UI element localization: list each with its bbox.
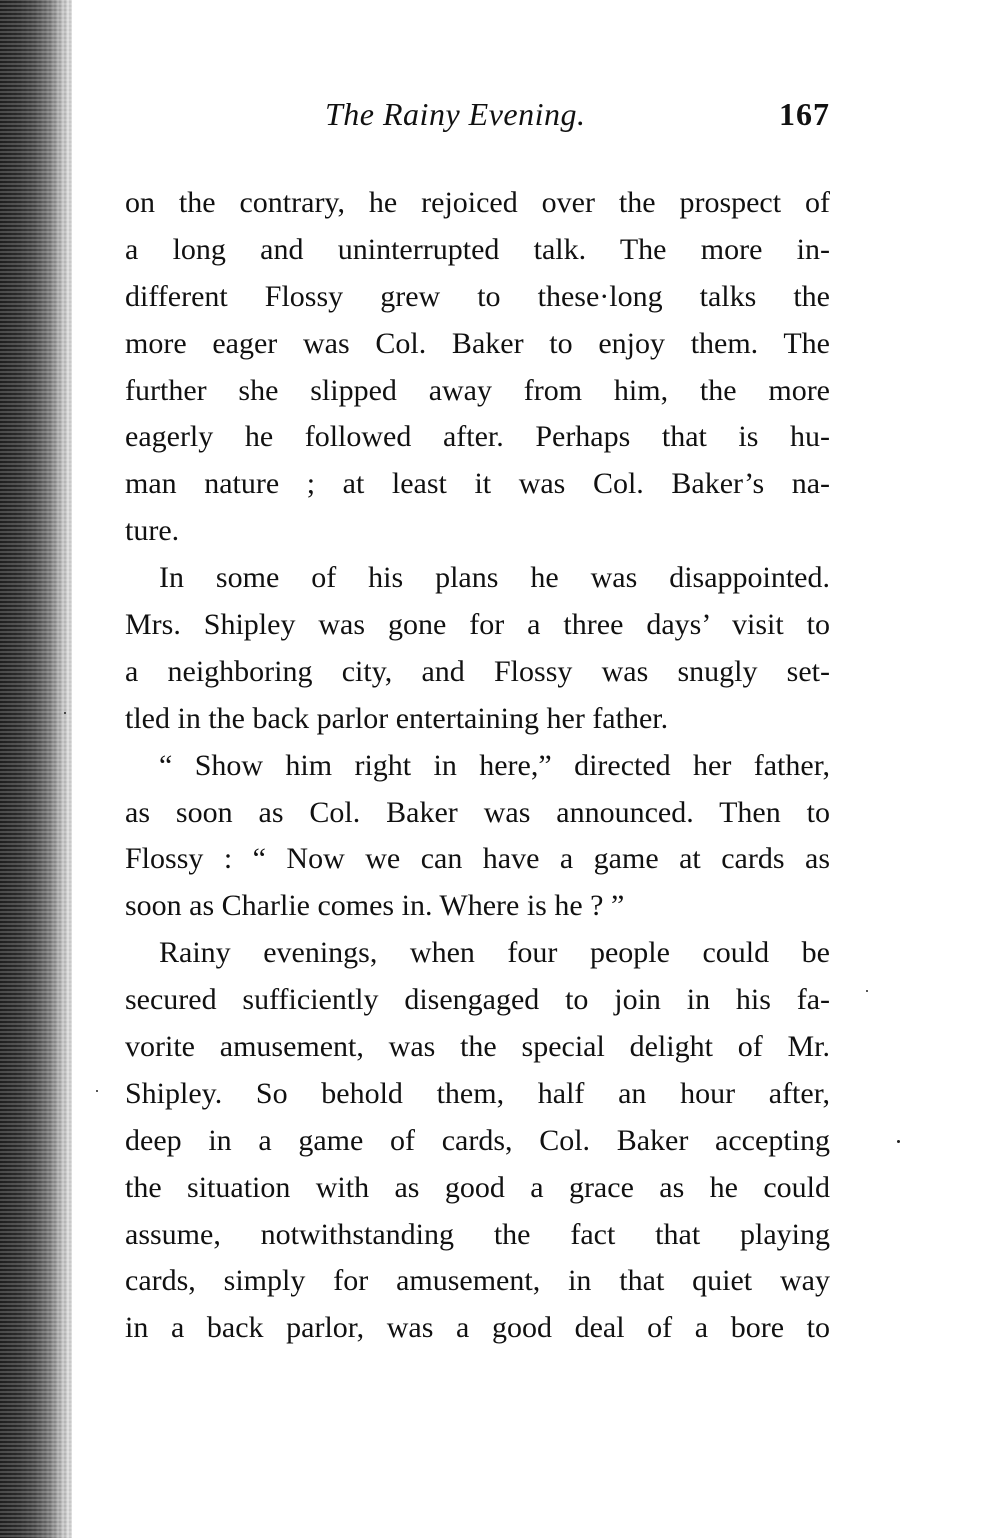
page-edge-scan-shadow	[0, 0, 72, 1538]
text-line: deep in a game of cards, Col. Baker accepting	[125, 1123, 830, 1157]
text-line: cards, simply for amusement, in that quiet way	[125, 1264, 830, 1298]
text-line: “ Show him right in here,” directed her father,	[159, 748, 830, 782]
text-line: soon as Charlie comes in. Where is he ? ”	[125, 889, 625, 923]
page-number: 167	[779, 96, 830, 132]
body-text	[125, 180, 830, 1352]
text-line: in a back parlor, was a good deal of a bore to	[125, 1311, 830, 1345]
text-line: secured sufficiently disengaged to join in his fa-	[125, 983, 830, 1017]
text-line: on the contrary, he rejoiced over the prospect of	[125, 186, 830, 219]
text-line: the situation with as good a grace as he could	[125, 1170, 830, 1204]
ink-speck	[866, 990, 868, 992]
text-line: different Flossy grew to these·long talks the	[125, 279, 830, 313]
ink-speck	[64, 712, 66, 714]
text-line: further she slipped away from him, the more	[125, 373, 830, 407]
text-line: tled in the back parlor entertaining her father.	[125, 701, 669, 735]
text-line: assume, notwithstanding the fact that playing	[125, 1217, 830, 1251]
text-line: a neighboring city, and Flossy was snugly set-	[125, 654, 830, 688]
text-line: In some of his plans he was disappointed.	[159, 561, 830, 595]
text-line: as soon as Col. Baker was announced. Then to	[125, 795, 830, 829]
running-head	[125, 96, 830, 140]
text-line: vorite amusement, was the special delight of Mr.	[125, 1030, 830, 1064]
text-line: Rainy evenings, when four people could be	[159, 936, 830, 970]
running-title: The Rainy Evening.	[325, 96, 586, 132]
text-line: Flossy : “ Now we can have a game at cards as	[125, 842, 830, 876]
ink-speck	[96, 1090, 98, 1092]
text-line: a long and uninterrupted talk. The more in-	[125, 232, 830, 266]
ink-speck	[897, 1140, 900, 1143]
text-line: more eager was Col. Baker to enjoy them. The	[125, 326, 830, 360]
text-line: man nature ; at least it was Col. Baker’s na-	[125, 467, 830, 501]
text-line: ture.	[125, 514, 180, 548]
text-line: Shipley. So behold them, half an hour after,	[125, 1076, 830, 1110]
text-line: eagerly he followed after. Perhaps that is hu-	[125, 420, 830, 454]
text-line: Mrs. Shipley was gone for a three days’ visit to	[125, 608, 830, 642]
